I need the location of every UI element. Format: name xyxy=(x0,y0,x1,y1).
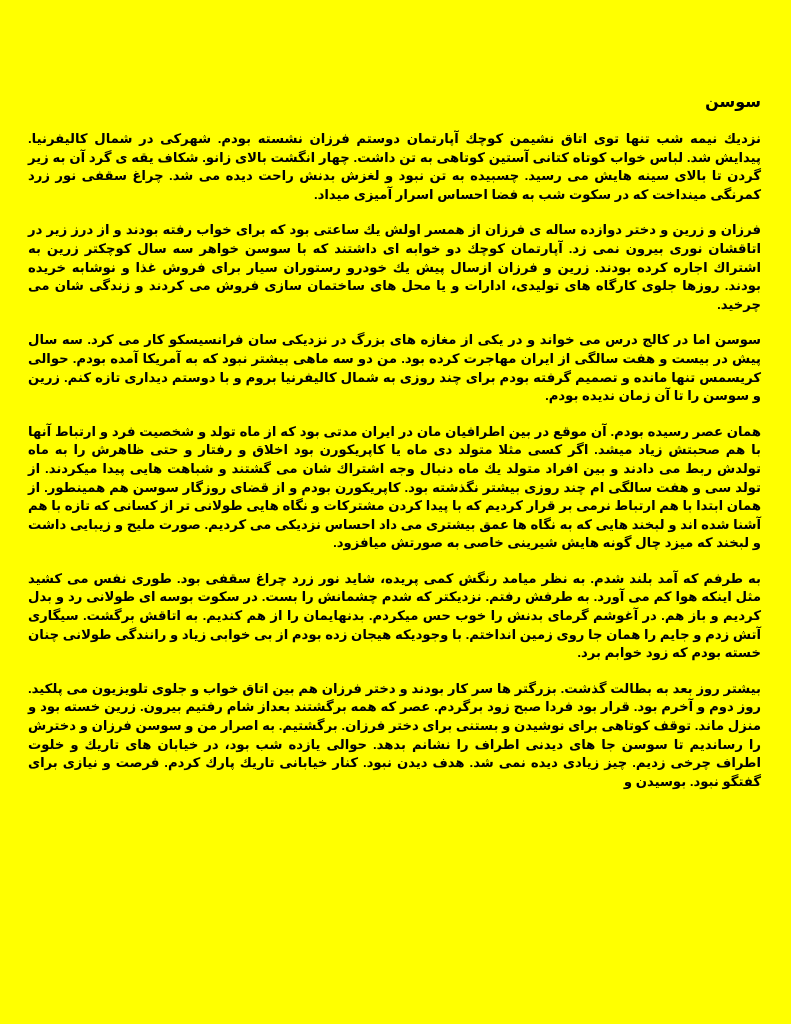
paragraph-3: سوسن اما در كالج درس مى خواند و در يكى از مغازه هاى بزرگ در نزديكى سان فرانسيسكو كار مى كرد. سه سال پيش در بيست و هفت سالگى از ايران مهاجرت كرده بود. من دو سه ماهى بيشتر نبود كه به آمريكا آمده بودم. حوالى كريسمس تنها مانده و تصميم گرفته بودم براى چند روزى به شمال كاليفرنيا بروم و با دوستم ديدارى تازه كنم. زرين و سوسن را تا آن زمان نديده بودم. xyxy=(28,332,761,404)
paragraph-4: همان عصر رسيده بودم. آن موقع در بين اطرافيان مان در ايران مدتى بود كه از ماه تولد و شخصيت فرد و ارتباط آنها با هم صحبتش زياد ميشد. اگر كسى مثلا متولد دى ماه يا كاپريكورن بود اخلاق و رفتار و حتى ظاهرش را به ماه تولدش ربط مى دادند و بين افراد متولد يك ماه دنبال وجه اشتراك شان مى گشتند و شباهت هايى پيدا ميكردند. از تولد سى و هفت سالگى ام چند روزى بيشتر نگذشته بود. كاپريكورن بودم و از قضاى روزگار سوسن هم همينطور. از همان ابتدا با هم ارتباط نرمى بر قرار كرديم كه با پيدا كردن مشتركات و نگاه هايى طولانى تر از كسانى كه تازه با هم آشنا شده اند و لبخند هايى كه به نگاه ها عمق بيشترى مى داد احساس نزديكى مى كرديم. صورت مليح و زيبايى داشت و لبخند كه ميزد چال گونه هايش شيرينى خاصى به صورتش ميافزود. xyxy=(28,423,761,551)
paragraph-1: نزديك نيمه شب تنها توى اتاق نشيمن كوچك آپارتمان دوستم فرزان نشسته بودم. شهركى در شمال كاليفرنيا. پيدايش شد. لباس خواب كوتاه كتانى آستين كوتاهى به تن داشت. چهار انگشت بالاى زانو. شكاف يقه ى گرد آن به زير گردن تا بالاى سينه هايش مى رسيد. چسبيده به تن نبود و لغزش بدنش راحت ديده مى شد. چراغ سقفى نور زرد كمرنگى مينداخت كه در سكوت شب به فضا احساس اسرار آميزى ميداد. xyxy=(28,131,761,202)
paragraph-5: به طرفم كه آمد بلند شدم. به نظر ميامد رنگش كمى پريده، شايد نور زرد چراغ سقفى بود. طورى نفس مى كشيد مثل اينكه هوا كم مى آورد. به طرفش رفتم. نزديكتر كه شدم چشمانش را بست. در سكوت بوسه اى طولانى رد و بدل كرديم و باز هم. در آغوشم گرماى بدنش را خوب حس ميكردم. بدنهايمان را از هم كنديم. به اتاقش برگشت. سيگارى آتش زدم و جايم را همان جا روى زمين انداختم. با وجوديكه هيجان زده بودم از بى خوابى زياد و رانندگى طولانى چنان خسته بودم كه زود خوابم برد. xyxy=(28,570,761,661)
paragraph-2: فرزان و زرين و دختر دوازده ساله ى فرزان از همسر اولش يك ساعتى بود كه براى خواب رفته بودند و از درز زير در اتاقشان نورى بيرون نمى زد. آپارتمان كوچك دو خوابه اى داشتند كه با سوسن خواهر سه سال كوچكتر زرين به اشتراك اجاره كرده بودند. زرين و فرزان ازسال پيش يك خودرو رستوران سيار براى فروش غذا و نوشابه خريده بودند. روزها جلوى كارگاه هاى توليدى، ادارات و يا محل هاى ساختمان سازى فروش مى كردند و زندگى شان مى چرخيد. xyxy=(28,222,761,312)
paragraph-6: بيشتر روز بعد به بطالت گذشت. بزرگتر ها سر كار بودند و دختر فرزان هم بين اتاق خواب و جلوى تلويزيون مى پلكيد. روز دوم و آخرم بود. قرار بود فردا صبح زود برگردم. عصر كه همه برگشتند بعداز شام رفتيم بيرون. زرين خسته بود و منزل ماند. توقف كوتاهى براى نوشيدن و بستنى براى دختر فرزان. برگشتيم. به اصرار من و سوسن فرزان و دخترش را رسانديم تا سوسن جا هاى ديدنى اطراف را نشانم بدهد. حوالى يازده شب بود، در خيابان هاى تاريك و خلوت اطراف چرخى زديم. چيز زيادى ديده نمى شد. هدف ديدن نبود. كنار خيابانى تاريك پارك كردم. فرصت و نيازى براى گفتگو نبود. بوسيدن و xyxy=(28,680,761,789)
document-title: سوسن xyxy=(705,94,761,111)
document-body xyxy=(28,92,761,791)
